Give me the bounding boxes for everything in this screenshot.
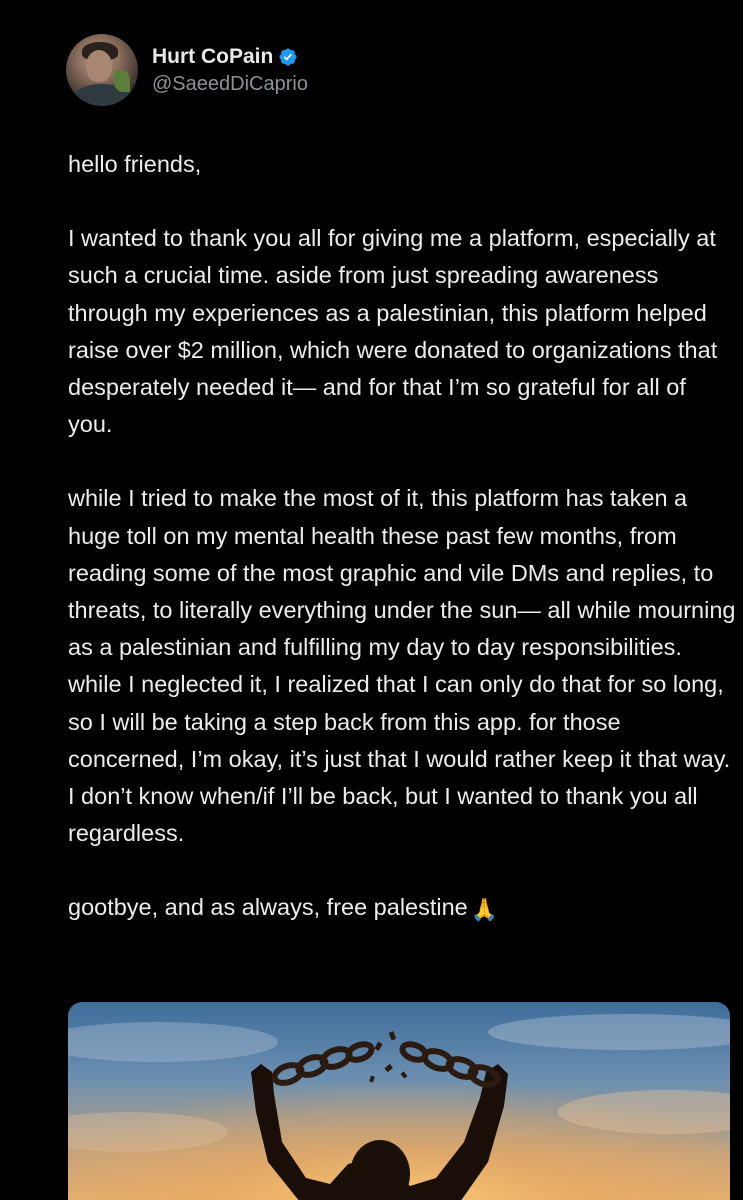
author-info	[152, 44, 308, 97]
post-paragraph: while I tried to make the most of it, this platform has taken a huge toll on my mental health these past few months, from reading some of the most graphic and vile DMs and replies, to threats, to literally everything under the sun— all while mourning as a palestinian and fulfilling my day to day responsibilities. while I neglected it, I realized that I can only do that for so long, so I will be taking a step back from this app. for those concerned, I’m okay, it’s just that I would rather keep it that way. I don’t know when/if I’ll be back, but I wanted to thank you all regardless.	[68, 485, 736, 847]
broken-chains-silhouette-image	[68, 1002, 730, 1200]
closing-text: gootbye, and as always, free palestine	[68, 894, 468, 921]
avatar[interactable]	[66, 34, 138, 106]
post-paragraph: hello friends,	[68, 151, 202, 177]
name-row	[152, 44, 308, 70]
verified-badge-icon	[278, 47, 298, 67]
post-text	[68, 146, 736, 929]
display-name[interactable]: Hurt CoPain	[152, 44, 274, 68]
user-handle[interactable]: @SaeedDiCaprio	[152, 72, 308, 95]
post-media-image[interactable]	[68, 1002, 730, 1200]
praying-hands-icon: 🙏	[470, 897, 499, 923]
post-closing	[68, 889, 736, 928]
post-header	[66, 34, 308, 106]
post-paragraph: I wanted to thank you all for giving me a platform, especially at such a crucial time. aside from just spreading awareness through my experiences as a palestinian, this platform helped raise over $2 million, which were donated to organizations that desperately needed it— and for that I’m so grateful for all of you.	[68, 225, 718, 438]
